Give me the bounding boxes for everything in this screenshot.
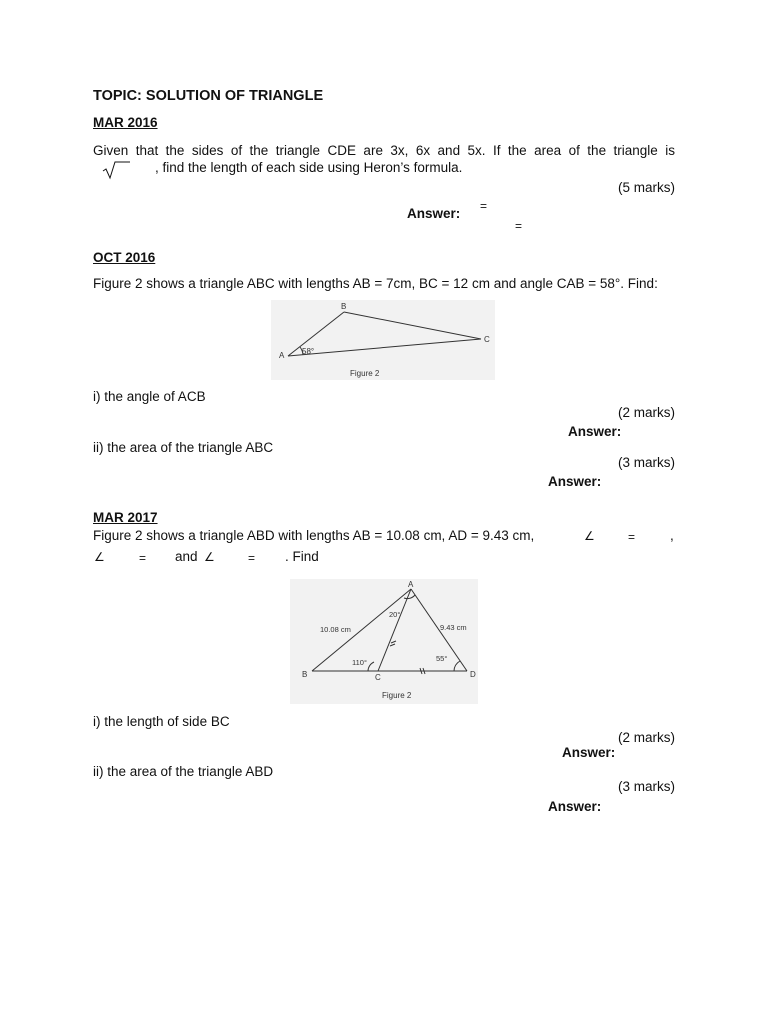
comma: , [670, 528, 674, 543]
equals-sign: = [628, 530, 636, 544]
equals-sign: = [248, 551, 256, 565]
page-title: TOPIC: SOLUTION OF TRIANGLE [93, 88, 324, 104]
answer-label-oct-2016-q2: Answer: [548, 474, 602, 489]
angle-label-d: 55° [436, 654, 448, 663]
side-label-ad: 9.43 cm [440, 623, 467, 632]
vertex-label-b: B [302, 670, 308, 679]
marks-mar-2016: (5 marks) [618, 180, 675, 195]
answer-label-mar-2017-q1: Answer: [562, 745, 616, 760]
vertex-label-b: B [341, 302, 347, 311]
answer-label-mar-2017-q2: Answer: [548, 799, 602, 814]
vertex-label-c: C [484, 335, 490, 344]
vertex-label-a: A [279, 351, 285, 360]
equals-sign: = [139, 551, 147, 565]
vertex-label-d: D [470, 670, 476, 679]
marks-mar-2017-q2: (3 marks) [618, 779, 675, 794]
question-oct-2016-intro: Figure 2 shows a triangle ABC with lengths AB = 7cm, BC = 12 cm and angle CAB = 58°. Find: [93, 276, 658, 291]
figure-triangle-abc [271, 300, 495, 380]
section-heading-mar-2017: MAR 2017 [93, 510, 158, 525]
question-text-line1: Given that the sides of the triangle CDE are 3x, 6x and 5x. If the area of the triangle is [93, 143, 675, 158]
triangle-abc-shape [288, 312, 481, 356]
question-mar-2017-q1: i) the length of side BC [93, 714, 230, 729]
question-oct-2016-q1: i) the angle of ACB [93, 389, 206, 404]
find-text: . Find [285, 549, 319, 564]
marks-oct-2016-q2: (3 marks) [618, 455, 675, 470]
sqrt-symbol [101, 160, 131, 184]
and-text: and [175, 549, 198, 564]
answer-label-oct-2016-q1: Answer: [568, 424, 622, 439]
angle-icon: ∠ [94, 550, 105, 564]
square-root-icon [101, 160, 131, 180]
angle-label-a: 20° [389, 610, 401, 619]
question-mar-2017-line1: Figure 2 shows a triangle ABD with lengths AB = 10.08 cm, AD = 9.43 cm, [93, 528, 535, 543]
side-label-ab: 10.08 cm [320, 625, 351, 634]
section-heading-oct-2016: OCT 2016 [93, 250, 156, 265]
angle-label-a: 58° [302, 347, 315, 356]
angle-icon: ∠ [204, 550, 215, 564]
figure-triangle-abd [290, 579, 478, 704]
answer-equals-2: = [515, 219, 523, 233]
question-mar-2017-q2: ii) the area of the triangle ABD [93, 764, 274, 779]
vertex-label-a: A [408, 580, 414, 589]
vertex-label-c: C [375, 673, 381, 682]
figure-caption: Figure 2 [382, 691, 412, 700]
answer-label-mar-2016: Answer: [407, 206, 461, 221]
question-oct-2016-q2: ii) the area of the triangle ABC [93, 440, 274, 455]
answer-equals-1: = [480, 199, 488, 213]
marks-mar-2017-q1: (2 marks) [618, 730, 675, 745]
section-heading-mar-2016: MAR 2016 [93, 115, 158, 130]
figure-caption: Figure 2 [350, 369, 380, 378]
marks-oct-2016-q1: (2 marks) [618, 405, 675, 420]
question-mar-2016-line1 [93, 141, 675, 160]
angle-icon: ∠ [584, 529, 595, 543]
question-text-line2: , find the length of each side using Heron’s formula. [155, 160, 463, 175]
angle-label-c: 110° [352, 658, 367, 667]
